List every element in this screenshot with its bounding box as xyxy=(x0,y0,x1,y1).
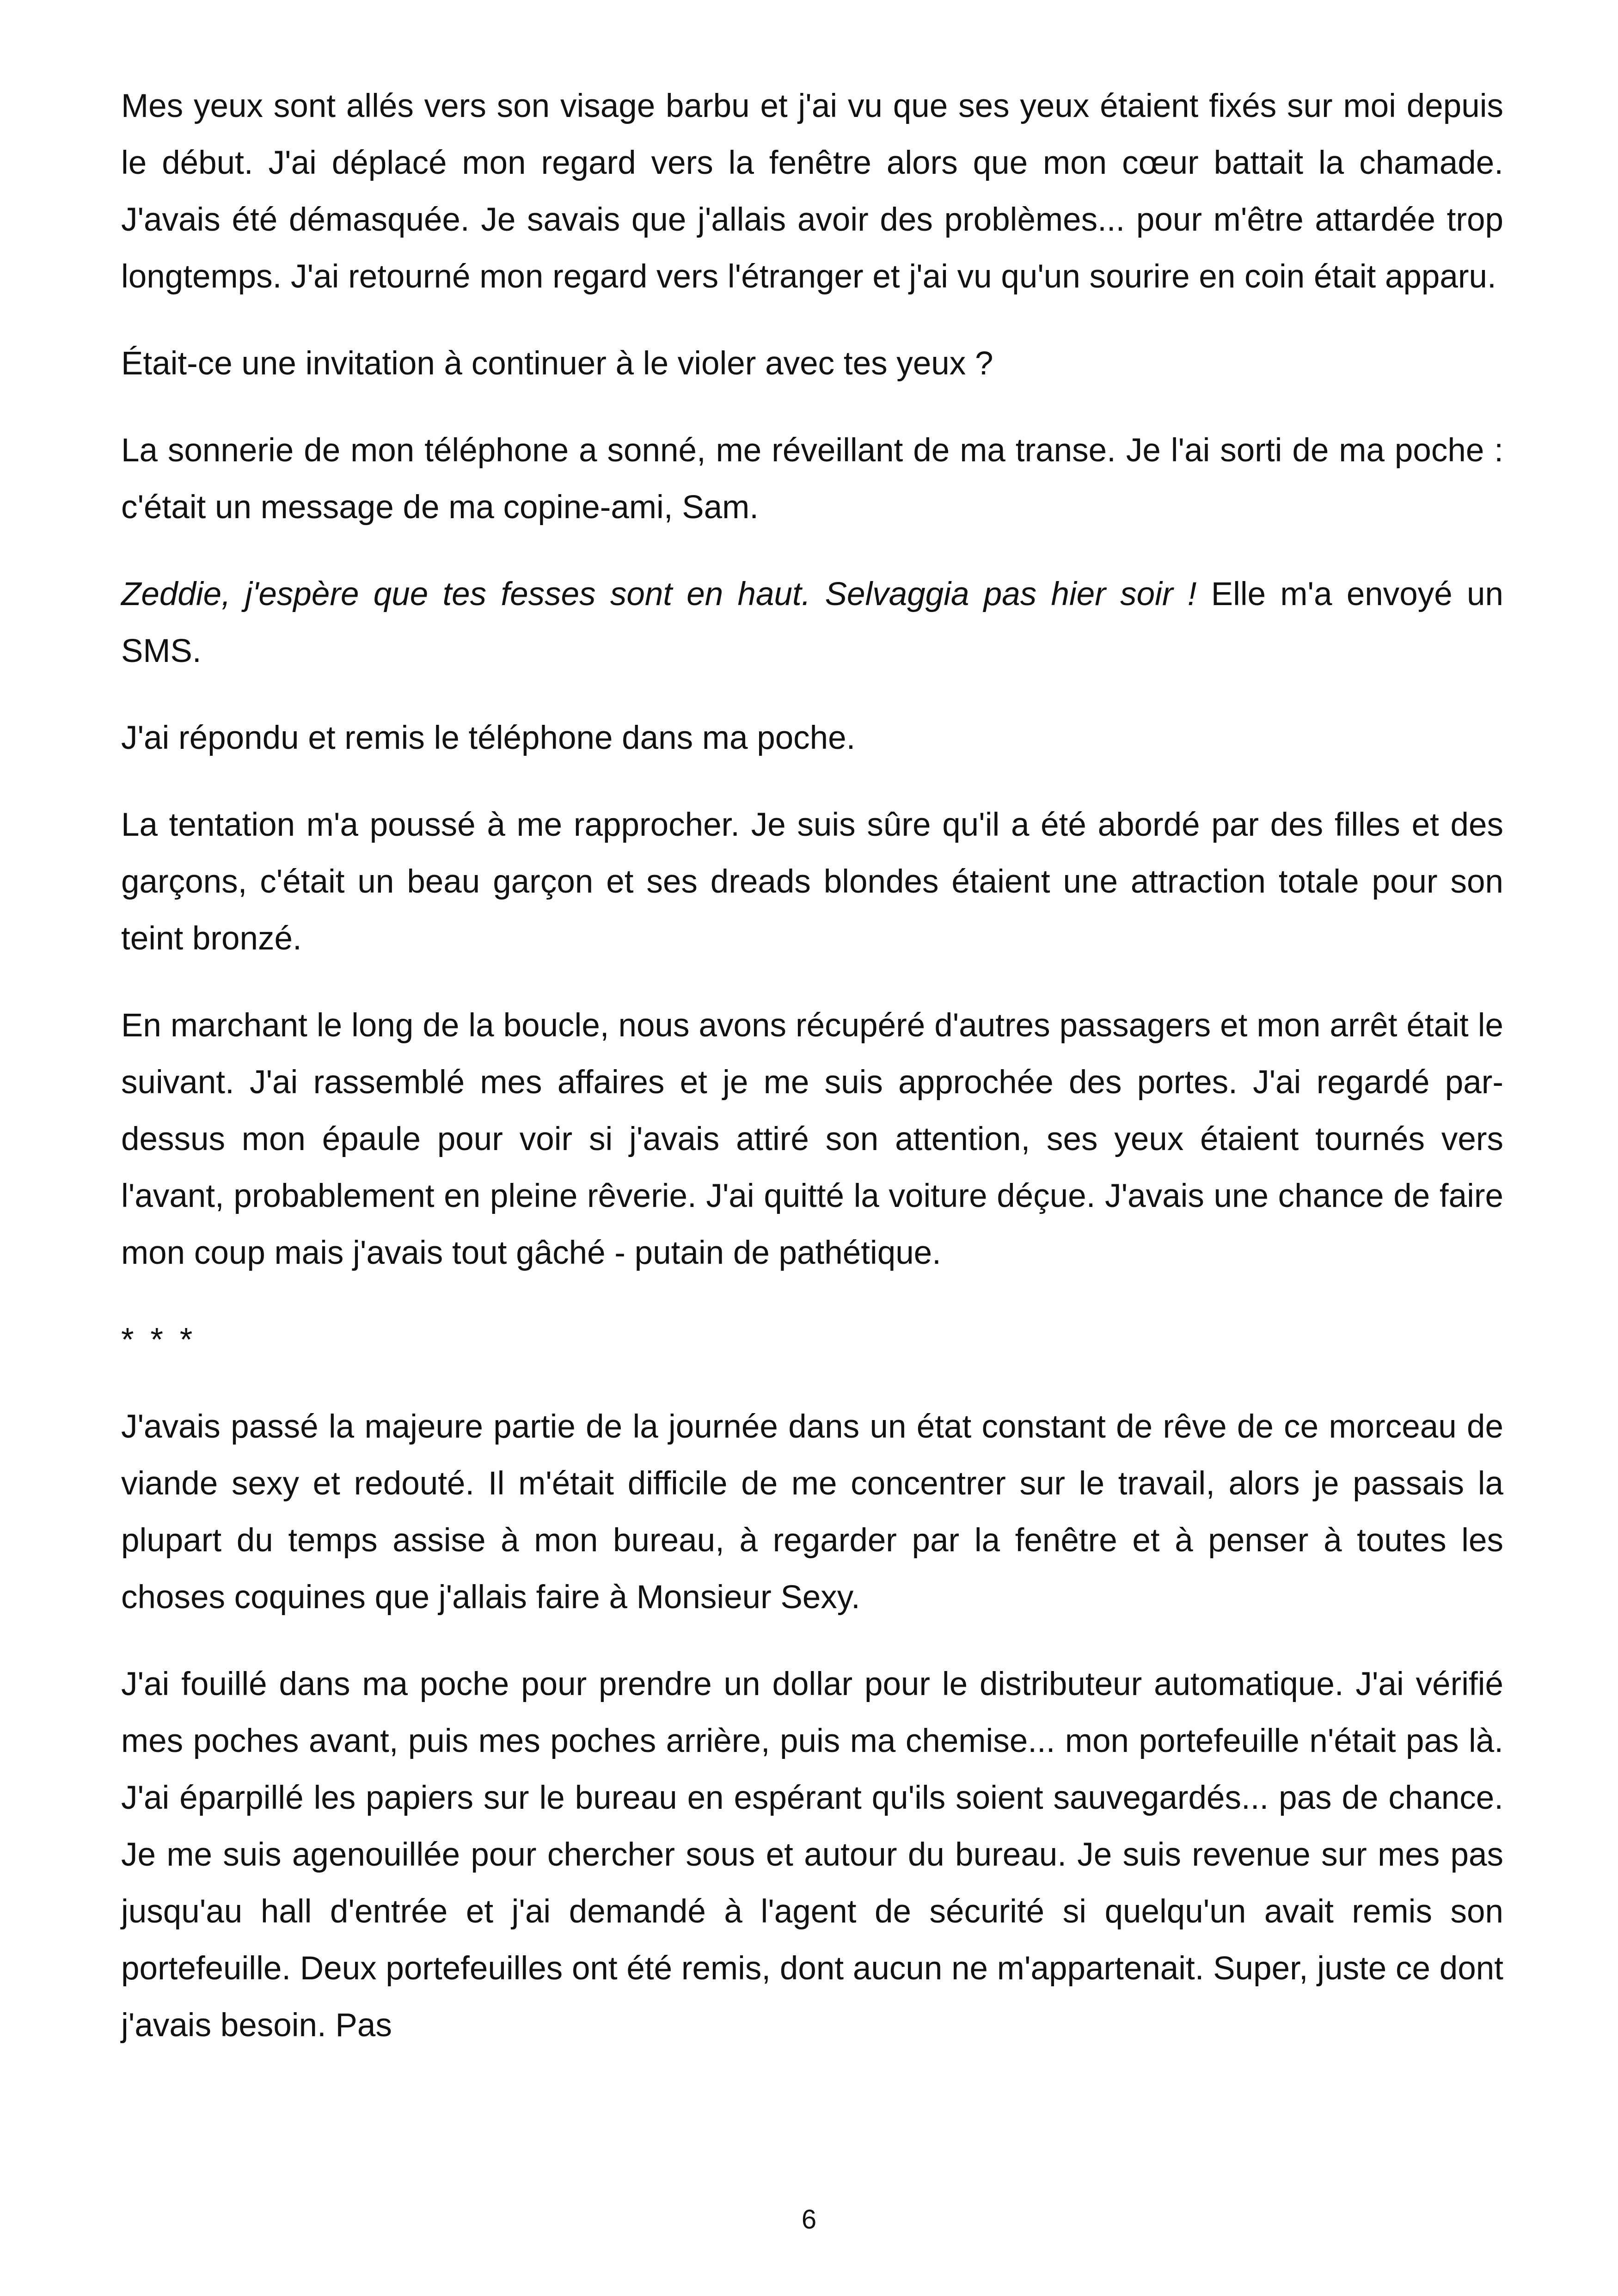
page-number: 6 xyxy=(801,2204,817,2235)
text-message-quote: Zeddie, j'espère que tes fesses sont en haut. Selvaggia pas hier soir ! xyxy=(121,576,1197,612)
text-message-paragraph xyxy=(121,566,1503,680)
scene-break: * * * xyxy=(121,1322,196,1358)
paragraph: Était-ce une invitation à continuer à le violer avec tes yeux ? xyxy=(121,345,993,382)
paragraph: J'ai répondu et remis le téléphone dans ma poche. xyxy=(121,720,856,756)
paragraph: J'avais passé la majeure partie de la journée dans un état constant de rêve de ce morceau de viande sexy et redouté. Il m'était difficile de me concentrer sur le travail, alors je passais la plupart du temps assise à mon bureau, à regarder par la fenêtre et à penser à toutes les choses coquines que j'allais faire à Monsieur Sexy. xyxy=(121,1408,1503,1616)
paragraph: Mes yeux sont allés vers son visage barbu et j'ai vu que ses yeux étaient fixés sur moi depuis le début. J'ai déplacé mon regard vers la fenêtre alors que mon cœur battait la chamade. J'avais été démasquée. Je savais que j'allais avoir des problèmes... pour m'être attardée trop longtemps. J'ai retourné mon regard vers l'étranger et j'ai vu qu'un sourire en coin était apparu. xyxy=(121,88,1503,295)
text-message-attribution: Elle m'a envoyé un SMS. xyxy=(121,576,1503,669)
paragraph: La sonnerie de mon téléphone a sonné, me réveillant de ma transe. Je l'ai sorti de ma poche : c'était un message de ma copine-ami, Sam. xyxy=(121,432,1503,526)
paragraph: J'ai fouillé dans ma poche pour prendre un dollar pour le distributeur automatique. J'ai vérifié mes poches avant, puis mes poches arrière, puis ma chemise... mon portefeuille n'était pas là. J'ai éparpillé les papiers sur le bureau en espérant qu'ils soient sauvegardés... pas de chance. Je me suis agenouillée pour chercher sous et autour du bureau. Je suis revenue sur mes pas jusqu'au hall d'entrée et j'ai demandé à l'agent de sécurité si quelqu'un avait remis son portefeuille. Deux portefeuilles ont été remis, dont aucun ne m'appartenait. Super, juste ce dont j'avais besoin. Pas xyxy=(121,1666,1503,2044)
document-page xyxy=(121,78,1503,2084)
paragraph: La tentation m'a poussé à me rapprocher. Je suis sûre qu'il a été abordé par des filles et des garçons, c'était un beau garçon et ses dreads blondes étaient une attraction totale pour son teint bronzé. xyxy=(121,807,1503,957)
paragraph: En marchant le long de la boucle, nous avons récupéré d'autres passagers et mon arrêt était le suivant. J'ai rassemblé mes affaires et je me suis approchée des portes. J'ai regardé par-dessus mon épaule pour voir si j'avais attiré son attention, ses yeux étaient tournés vers l'avant, probablement en pleine rêverie. J'ai quitté la voiture déçue. J'avais une chance de faire mon coup mais j'avais tout gâché - putain de pathétique. xyxy=(121,1007,1503,1271)
